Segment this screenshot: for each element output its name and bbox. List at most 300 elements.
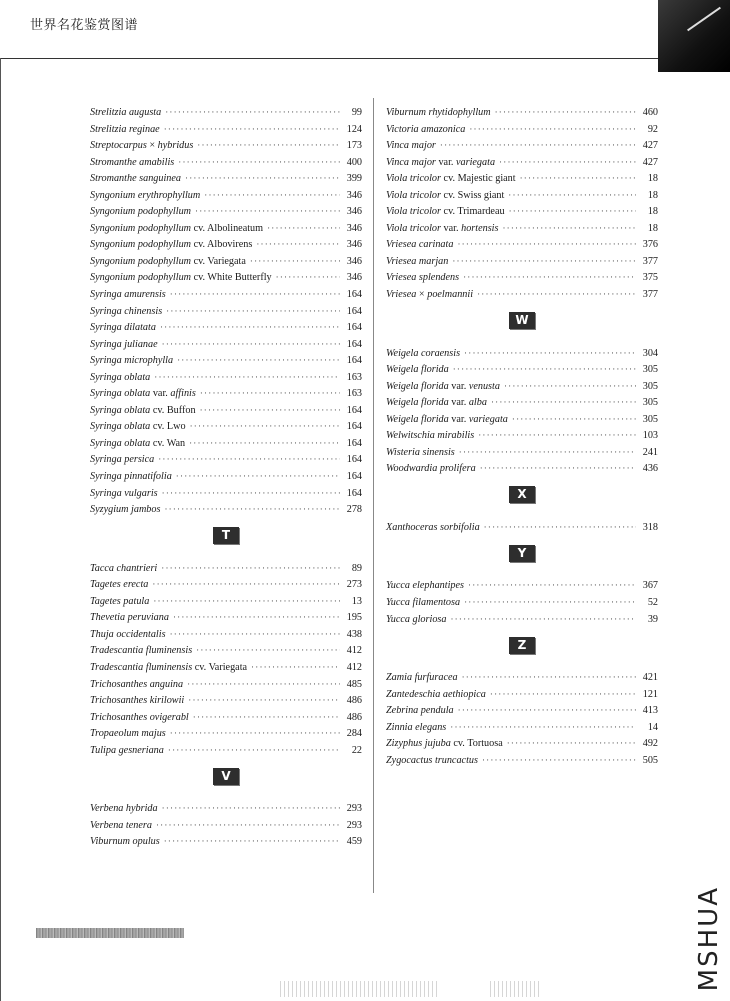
- page-number: 438: [346, 628, 362, 640]
- index-entry: [386, 269, 658, 286]
- entry-name-roman: cv. Trimardeau: [441, 206, 505, 218]
- entry-name: [386, 412, 508, 429]
- section-badge: X: [509, 486, 535, 503]
- entry-name: [90, 370, 150, 387]
- page-number: 436: [642, 463, 658, 475]
- page-number: 124: [346, 123, 362, 135]
- entry-name-roman: ×: [416, 289, 428, 301]
- dot-leader: [170, 626, 340, 643]
- page-number: 492: [642, 738, 658, 750]
- dot-leader: [196, 642, 340, 659]
- index-entry: [90, 468, 362, 485]
- entry-name-italic: alba: [468, 397, 487, 409]
- page-number: 304: [642, 347, 658, 359]
- index-entry: [90, 435, 362, 452]
- page-number: 164: [346, 404, 362, 416]
- index-entry: [90, 800, 362, 817]
- index-entry: [90, 385, 362, 402]
- entry-name: [386, 346, 460, 363]
- page-number: 39: [647, 613, 658, 625]
- entry-name: [90, 353, 173, 370]
- page-number: 412: [346, 661, 362, 673]
- page-number: 164: [346, 305, 362, 317]
- page-edge: [0, 58, 1, 1001]
- entry-name: [90, 834, 160, 851]
- entry-name-italic: Trichosanthes ovigerabl: [90, 711, 189, 723]
- section-letter-t: [90, 518, 362, 554]
- section-letter-x: [386, 477, 658, 513]
- index-entry: [386, 253, 658, 270]
- entry-name-italic: Syngonium podophyllum: [90, 222, 192, 234]
- entry-name: [90, 743, 164, 760]
- entry-name: [386, 520, 480, 537]
- entry-name: [386, 171, 516, 188]
- entry-name-italic: Viola tricolor: [386, 222, 441, 234]
- page-number: 18: [647, 206, 658, 218]
- entry-name-italic: Thuja occidentalis: [90, 628, 166, 640]
- entry-name-italic: Syringa pinnatifolia: [90, 471, 172, 483]
- dot-leader: [452, 253, 636, 270]
- entry-name-italic: Trichosanthes kirilowii: [90, 695, 185, 707]
- page-number: 163: [346, 388, 362, 400]
- entry-name-italic: Syringa microphylla: [90, 355, 174, 367]
- entry-name: [90, 188, 200, 205]
- page-number: 284: [346, 728, 362, 740]
- page-number: 92: [647, 123, 658, 135]
- page-number: 400: [346, 156, 362, 168]
- entry-name: [386, 670, 458, 687]
- entry-name-italic: Syringa oblata: [90, 421, 151, 433]
- dot-leader: [158, 451, 340, 468]
- index-entry: [386, 444, 658, 461]
- entry-name-italic: Syringa oblata: [90, 388, 151, 400]
- entry-name: [90, 726, 166, 743]
- page-number: 421: [642, 672, 658, 684]
- entry-name-roman: var.: [448, 380, 469, 392]
- scan-artifact-bottom: [490, 981, 540, 997]
- index-entry: [90, 692, 362, 709]
- entry-name-roman: cv. Albovirens: [191, 239, 253, 251]
- section-letter-y: [386, 535, 658, 571]
- entry-name-italic: Viola tricolor: [386, 189, 441, 201]
- index-column-right: [386, 104, 658, 768]
- entry-name-italic: Syringa oblata: [90, 437, 151, 449]
- page-number: 346: [346, 222, 362, 234]
- entry-name-italic: Stromanthe amabilis: [90, 156, 175, 168]
- dot-leader: [504, 378, 636, 395]
- entry-name: [386, 237, 453, 254]
- dot-leader: [276, 269, 340, 286]
- entry-name: [90, 386, 196, 403]
- page-number: 52: [647, 597, 658, 609]
- dot-leader: [173, 609, 340, 626]
- page-number: 427: [642, 140, 658, 152]
- index-entry: [90, 336, 362, 353]
- entry-name-italic: Weigela florida: [386, 380, 449, 392]
- page-number: 14: [647, 721, 658, 733]
- entry-name-italic: Yucca filamentosa: [386, 597, 461, 609]
- entry-name-roman: cv. Majestic giant: [441, 173, 516, 185]
- entry-name: [90, 627, 166, 644]
- section-letter-z: [386, 627, 658, 663]
- entry-name-italic: Yucca elephantipes: [386, 580, 464, 592]
- index-entry: [386, 427, 658, 444]
- entry-name-roman: cv. Variegata: [191, 255, 246, 267]
- entry-name-italic: Yucca gloriosa: [386, 613, 447, 625]
- index-entry: [386, 345, 658, 362]
- entry-name: [90, 594, 149, 611]
- entry-name: [90, 204, 191, 221]
- entry-name: [90, 320, 156, 337]
- index-entry: [90, 725, 362, 742]
- dot-leader: [164, 833, 340, 850]
- entry-name-italic: Syringa chinensis: [90, 305, 163, 317]
- watermark: MSHUA: [694, 885, 724, 991]
- index-entry: [386, 220, 658, 237]
- dot-leader: [176, 468, 340, 485]
- index-entry: [90, 609, 362, 626]
- entry-name-italic: Tradescantia fluminensis: [90, 661, 193, 673]
- index-entry: [90, 220, 362, 237]
- page-number: 413: [642, 705, 658, 717]
- dot-leader: [170, 286, 340, 303]
- page-number: 486: [346, 695, 362, 707]
- entry-name-roman: var.: [435, 156, 456, 168]
- index-entry: [90, 104, 362, 121]
- entry-name-italic: Syngonium podophyllum: [90, 239, 192, 251]
- index-entry: [386, 411, 658, 428]
- dot-leader: [177, 352, 340, 369]
- index-entry: [90, 137, 362, 154]
- entry-name: [90, 287, 166, 304]
- page-number: 318: [642, 521, 658, 533]
- dot-leader: [189, 435, 340, 452]
- entry-name: [386, 188, 504, 205]
- dot-leader: [459, 444, 636, 461]
- entry-name-italic: Thevetia peruviana: [90, 612, 169, 624]
- entry-name-italic: Tagetes patula: [90, 595, 150, 607]
- entry-name: [386, 122, 465, 139]
- index-entry: [386, 719, 658, 736]
- entry-name: [90, 818, 152, 835]
- entry-name: [90, 403, 196, 420]
- dot-leader: [154, 369, 340, 386]
- dot-leader: [450, 611, 636, 628]
- entry-name: [90, 337, 158, 354]
- page-number: 121: [642, 688, 658, 700]
- dot-leader: [200, 402, 340, 419]
- index-entry: [386, 121, 658, 138]
- section-letter-w: [386, 303, 658, 339]
- entry-name-italic: Weigela florida: [386, 364, 449, 376]
- entry-name: [386, 254, 448, 271]
- entry-name-italic: Vriesea carinata: [386, 239, 454, 251]
- entry-name-italic: Vinca major: [386, 156, 436, 168]
- entry-name-italic: variegata: [456, 156, 496, 168]
- dot-leader: [251, 659, 340, 676]
- entry-name: [90, 304, 162, 321]
- index-entry: [90, 154, 362, 171]
- entry-name: [386, 578, 464, 595]
- entry-name-italic: Syngonium podophyllum: [90, 206, 192, 218]
- entry-name: [90, 643, 192, 660]
- index-entry: [90, 833, 362, 850]
- dot-leader: [520, 170, 636, 187]
- entry-name-italic: Syringa julianae: [90, 338, 158, 350]
- page-number: 377: [642, 255, 658, 267]
- index-column-left: [90, 104, 362, 850]
- section-letter-v: [90, 758, 362, 794]
- entry-name: [90, 677, 183, 694]
- entry-name-italic: hortensis: [461, 222, 499, 234]
- entry-name: [90, 155, 174, 172]
- entry-name: [90, 693, 184, 710]
- section-badge: T: [213, 527, 239, 544]
- entry-name: [90, 122, 160, 139]
- page-number: 164: [346, 471, 362, 483]
- page-number: 305: [642, 380, 658, 392]
- entry-name: [386, 612, 446, 629]
- entry-name-italic: Stromanthe sanguinea: [90, 173, 182, 185]
- dot-leader: [457, 236, 636, 253]
- entry-name: [90, 469, 172, 486]
- dot-leader: [197, 137, 340, 154]
- entry-name-italic: Syringa dilatata: [90, 322, 156, 334]
- page-number: 18: [647, 222, 658, 234]
- dot-leader: [462, 669, 636, 686]
- entry-name-roman: var.: [448, 397, 469, 409]
- entry-name-roman: ×: [146, 140, 158, 152]
- index-entry: [90, 203, 362, 220]
- index-entry: [90, 817, 362, 834]
- entry-name: [386, 270, 459, 287]
- entry-name-italic: Woodwardia prolifera: [386, 463, 476, 475]
- dot-leader: [440, 137, 636, 154]
- entry-name: [386, 362, 449, 379]
- dot-leader: [499, 154, 636, 171]
- index-entry: [90, 121, 362, 138]
- page-number: 377: [642, 289, 658, 301]
- index-entry: [386, 286, 658, 303]
- dot-leader: [491, 394, 636, 411]
- entry-name-italic: Xanthoceras sorbifolia: [386, 521, 480, 533]
- dot-leader: [256, 236, 340, 253]
- entry-name: [386, 428, 474, 445]
- entry-name-italic: Tropaeolum majus: [90, 728, 166, 740]
- page-number: 293: [346, 803, 362, 815]
- section-badge: Z: [509, 637, 535, 654]
- page-number: 13: [351, 595, 362, 607]
- index-entry: [90, 402, 362, 419]
- dot-leader: [162, 485, 340, 502]
- index-entry: [386, 702, 658, 719]
- entry-name-italic: Strelitzia augusta: [90, 107, 162, 118]
- entry-name-roman: cv. Tortuosa: [450, 738, 503, 750]
- index-entry: [386, 104, 658, 121]
- entry-name: [386, 753, 478, 770]
- dot-leader: [482, 752, 636, 769]
- entry-name-roman: cv. Lwo: [150, 421, 186, 433]
- entry-name-italic: Syringa persica: [90, 454, 155, 466]
- page-number: 195: [346, 612, 362, 624]
- entry-name: [90, 502, 160, 519]
- entry-name: [90, 254, 246, 271]
- header-title: 世界名花鉴赏图谱: [30, 18, 139, 33]
- dot-leader: [502, 220, 636, 237]
- dot-leader: [458, 702, 636, 719]
- entry-name-italic: Viola tricolor: [386, 173, 441, 185]
- entry-name-italic: Zygocactus truncactus: [386, 754, 478, 766]
- dot-leader: [484, 519, 636, 536]
- dot-leader: [480, 460, 636, 477]
- entry-name-italic: Tacca chantrieri: [90, 562, 158, 574]
- dot-leader: [204, 187, 340, 204]
- dot-leader: [164, 501, 340, 518]
- entry-name-italic: Verbena hybrida: [90, 803, 158, 815]
- dot-leader: [190, 418, 340, 435]
- page-number: 273: [346, 579, 362, 591]
- index-entry: [386, 686, 658, 703]
- entry-name: [386, 703, 454, 720]
- entry-name: [386, 395, 487, 412]
- column-divider: [373, 98, 374, 893]
- dot-leader: [490, 686, 636, 703]
- index-entry: [90, 236, 362, 253]
- index-entry: [90, 269, 362, 286]
- page-number: 278: [346, 504, 362, 516]
- entry-name-italic: Viburnum rhytidophyllum: [386, 107, 491, 118]
- entry-name-italic: Syngonium erythrophyllum: [90, 189, 201, 201]
- entry-name-italic: Vriesea: [386, 289, 417, 301]
- entry-name: [386, 720, 446, 737]
- entry-name: [90, 561, 157, 578]
- entry-name: [90, 801, 158, 818]
- index-entry: [386, 752, 658, 769]
- index-entry: [90, 253, 362, 270]
- page-number: 486: [346, 711, 362, 723]
- page-number: 375: [642, 272, 658, 284]
- page-number: 293: [346, 819, 362, 831]
- page-number: 399: [346, 173, 362, 185]
- entry-name: [90, 710, 189, 727]
- entry-name-italic: Zinnia elegans: [386, 721, 447, 733]
- entry-name: [90, 138, 193, 155]
- index-entry: [386, 154, 658, 171]
- index-entry: [90, 352, 362, 369]
- entry-name-italic: Zamia furfuracea: [386, 672, 458, 684]
- scan-artifact-bottom: [280, 981, 440, 997]
- dot-leader: [464, 345, 636, 362]
- index-entry: [90, 676, 362, 693]
- index-entry: [386, 378, 658, 395]
- entry-name-italic: Zantedeschia aethiopica: [386, 688, 486, 700]
- page-number: 164: [346, 454, 362, 466]
- entry-name: [386, 687, 486, 704]
- entry-name-italic: Tradescantia fluminensis: [90, 645, 193, 657]
- index-entry: [90, 576, 362, 593]
- entry-name-italic: Syngonium podophyllum: [90, 272, 192, 284]
- page-number: 164: [346, 421, 362, 433]
- page-number: 412: [346, 645, 362, 657]
- dot-leader: [463, 269, 636, 286]
- page-number: 18: [647, 189, 658, 201]
- entry-name-italic: Welwitschia mirabilis: [386, 430, 475, 442]
- dot-leader: [160, 319, 340, 336]
- page-number: 164: [346, 322, 362, 334]
- entry-name-italic: Streptocarpus: [90, 140, 147, 152]
- entry-name-roman: cv. Wan: [150, 437, 186, 449]
- page-number: 346: [346, 255, 362, 267]
- index-entry: [386, 519, 658, 536]
- dot-leader: [508, 187, 636, 204]
- entry-name-italic: Weigela florida: [386, 397, 449, 409]
- dot-leader: [453, 361, 636, 378]
- index-entry: [90, 642, 362, 659]
- page-number: 427: [642, 156, 658, 168]
- page-number: 346: [346, 206, 362, 218]
- dot-leader: [507, 735, 636, 752]
- entry-name: [90, 270, 272, 287]
- page-number: 305: [642, 413, 658, 425]
- entry-name-roman: var.: [448, 413, 469, 425]
- page-number: 164: [346, 437, 362, 449]
- index-entry: [90, 560, 362, 577]
- dot-leader: [168, 742, 340, 759]
- entry-name-italic: Viburnum opulus: [90, 836, 160, 848]
- page-number: 460: [642, 107, 658, 118]
- index-entry: [386, 361, 658, 378]
- index-entry: [386, 669, 658, 686]
- dot-leader: [477, 286, 636, 303]
- index-entry: [386, 137, 658, 154]
- entry-name-italic: Zebrina pendula: [386, 705, 454, 717]
- index-entry: [386, 236, 658, 253]
- entry-name: [386, 155, 495, 172]
- entry-name: [90, 221, 263, 238]
- entry-name-italic: Verbena tenera: [90, 819, 152, 831]
- entry-name: [90, 419, 186, 436]
- page-number: 241: [642, 446, 658, 458]
- entry-name-italic: Vriesea splendens: [386, 272, 460, 284]
- page-number: 18: [647, 173, 658, 185]
- entry-name-italic: Syngonium podophyllum: [90, 255, 192, 267]
- page-number: 163: [346, 371, 362, 383]
- page-number: 164: [346, 289, 362, 301]
- entry-name-roman: cv. White Butterfly: [191, 272, 272, 284]
- entry-name-italic: Syzygium jambos: [90, 504, 161, 516]
- page-number: 103: [642, 430, 658, 442]
- dot-leader: [468, 577, 636, 594]
- entry-name: [90, 171, 181, 188]
- dot-leader: [165, 104, 340, 121]
- page-number: 346: [346, 272, 362, 284]
- page-number: 305: [642, 364, 658, 376]
- entry-name-italic: Vinca major: [386, 140, 436, 152]
- entry-name-italic: hybridus: [157, 140, 194, 152]
- entry-name-italic: Trichosanthes anguina: [90, 678, 184, 690]
- page-number: 346: [346, 189, 362, 201]
- page-number: 173: [346, 140, 362, 152]
- page-number: 22: [351, 744, 362, 756]
- page-number: 485: [346, 678, 362, 690]
- page-number: 164: [346, 487, 362, 499]
- entry-name-italic: Weigela florida: [386, 413, 449, 425]
- entry-name: [386, 445, 455, 462]
- entry-name-italic: Tagetes erecta: [90, 579, 149, 591]
- section-badge: W: [509, 312, 535, 329]
- dot-leader: [200, 385, 340, 402]
- dot-leader: [495, 104, 636, 121]
